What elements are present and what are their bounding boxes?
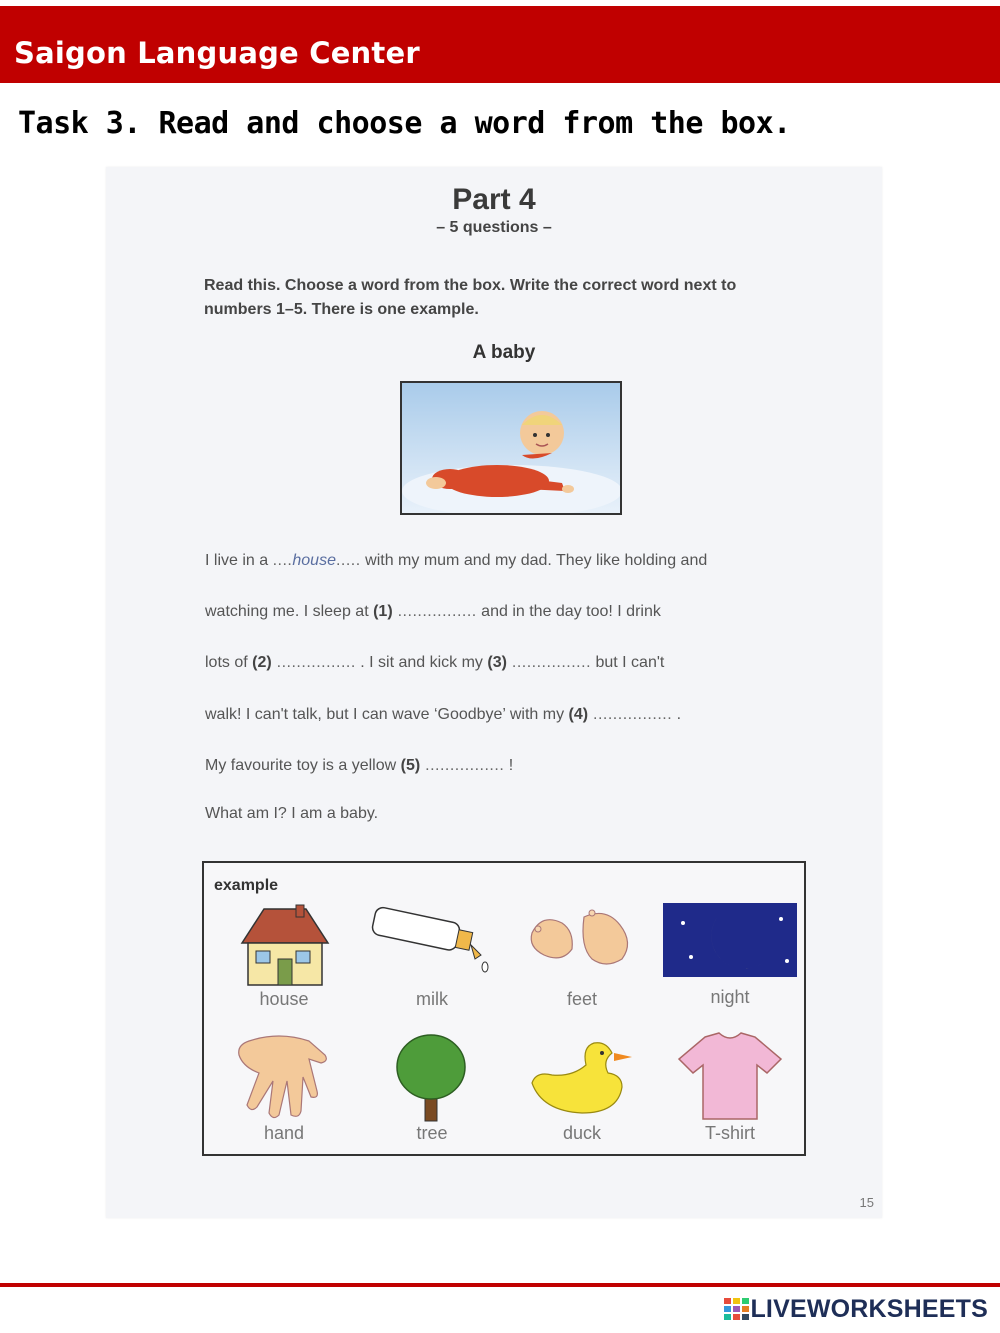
feet-icon (522, 903, 642, 989)
example-answer: house (292, 552, 336, 569)
word-duck (512, 1031, 652, 1144)
footer-line (0, 1283, 1000, 1287)
blank-3[interactable]: ................ (506, 654, 592, 671)
worksheet-page (106, 167, 882, 1218)
word-label: hand (263, 1123, 305, 1143)
part-subtitle: – 5 questions – (436, 219, 552, 236)
word-hand (214, 1031, 354, 1144)
story-line-1: I live in a ....house..... with my mum and my dad. They like holding and (205, 552, 708, 569)
liveworksheets-logo-text: LIVEWORKSHEETS (750, 1294, 988, 1323)
word-tshirt (660, 1031, 800, 1144)
instructions: Read this. Choose a word from the box. Write the correct word next to numbers 1–5. There is one example. (204, 277, 737, 318)
story-line-6: What am I? I am a baby. (205, 805, 379, 822)
story-line-5: My favourite toy is a yellow (5) ................ ! (205, 757, 514, 774)
word-label: T-shirt (704, 1123, 755, 1143)
word-box (202, 861, 806, 1156)
word-label: duck (562, 1123, 602, 1143)
task-title: Task 3. Read and choose a word from the box. (18, 106, 791, 141)
word-label: house (259, 989, 309, 1009)
word-milk (362, 903, 502, 1010)
word-night (660, 903, 800, 1008)
story-line-4: walk! I can't talk, but I can wave ‘Goodbye’ with my (4) ................ . (205, 706, 682, 723)
header-title: Saigon Language Center (14, 36, 420, 70)
word-label: night (710, 987, 750, 1007)
word-house (214, 903, 354, 1010)
header-bar (0, 6, 1000, 83)
word-feet (512, 903, 652, 1010)
blank-1[interactable]: ................ (392, 603, 477, 620)
word-label: milk (416, 989, 448, 1009)
blank-2[interactable]: ................ (271, 654, 356, 671)
blank-4[interactable]: ................ (588, 706, 673, 723)
duck-icon (522, 1031, 642, 1123)
story-line-2: watching me. I sleep at (1) ................ and in the day too! I drink (205, 603, 661, 620)
house-icon (234, 903, 334, 989)
part-title: Part 4 (452, 183, 536, 216)
milk-bottle-icon (367, 903, 497, 989)
word-label: tree (416, 1123, 448, 1143)
word-label: feet (566, 989, 598, 1009)
liveworksheets-logo-icon (724, 1298, 750, 1320)
example-label: example (214, 877, 279, 894)
page-number: 15 (859, 1195, 874, 1210)
word-tree (362, 1031, 502, 1144)
story-line-3: lots of (2) ................ . I sit and kick my (3) ................ but I can't (205, 654, 665, 671)
hand-icon (229, 1031, 339, 1123)
tshirt-icon (675, 1031, 785, 1123)
story-title: A baby (472, 342, 536, 363)
moon-night-icon (663, 903, 797, 979)
tree-icon (387, 1031, 477, 1123)
blank-5[interactable]: ................ (420, 757, 505, 774)
baby-illustration (400, 381, 622, 515)
liveworksheets-logo[interactable] (724, 1293, 988, 1325)
